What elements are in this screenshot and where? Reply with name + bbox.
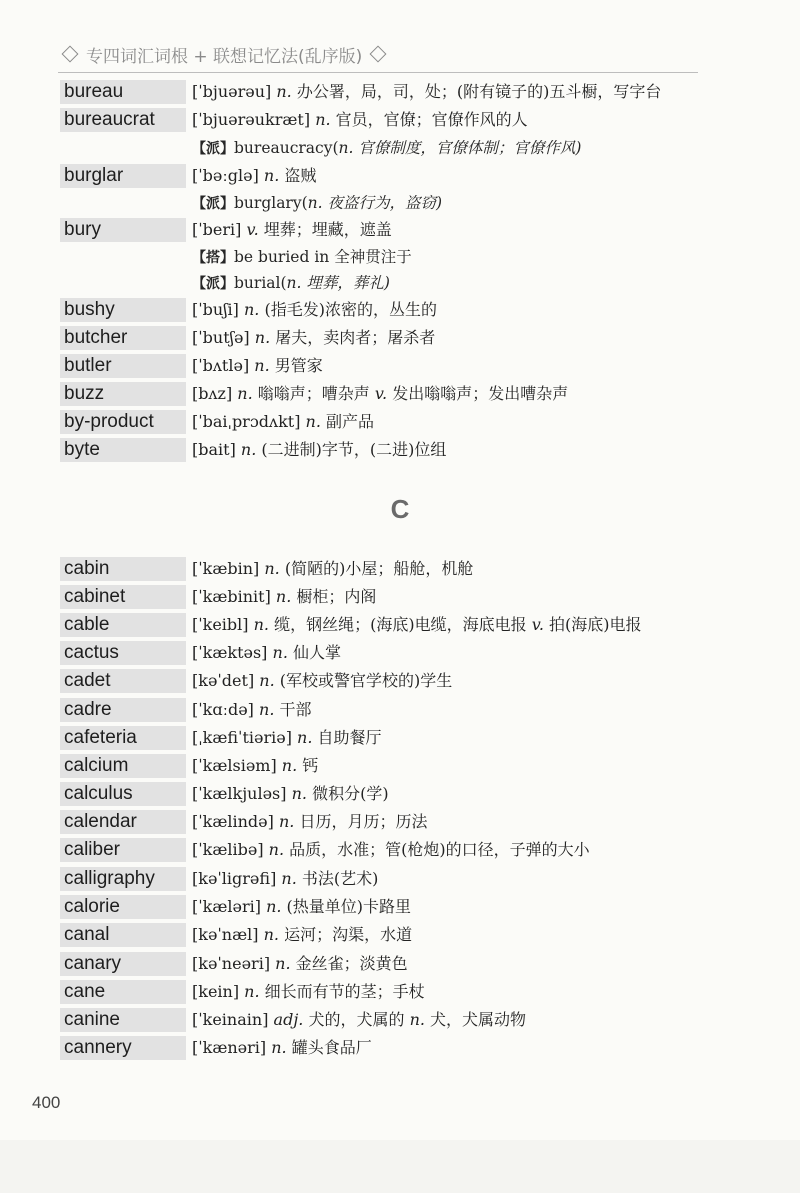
headword: cafeteria — [60, 726, 186, 750]
headword: cabin — [60, 557, 186, 581]
diamond-ornament-icon — [62, 46, 79, 63]
definition: [ˈkɑːdə] n. 干部 — [192, 700, 312, 719]
entry-row — [60, 410, 740, 437]
entry-row — [60, 585, 740, 612]
entry-row — [60, 1008, 740, 1035]
headword: bureaucrat — [60, 108, 186, 132]
entry-row — [60, 838, 740, 865]
entry-row — [60, 298, 740, 325]
entry-row — [60, 1036, 740, 1063]
definition: [ˈkæktəs] n. 仙人掌 — [192, 643, 342, 662]
entry-row — [60, 895, 740, 922]
entry-row — [60, 669, 740, 696]
headword: byte — [60, 438, 186, 462]
entry-row — [60, 218, 740, 245]
entry-row — [60, 557, 740, 584]
entry-row — [60, 164, 740, 191]
headword: cabinet — [60, 585, 186, 609]
headword: butcher — [60, 326, 186, 350]
derivative-note: 【派】bureaucracy(n. 官僚制度，官僚体制；官僚作风) — [192, 139, 582, 157]
definition: [ˈbaiˌprɔdʌkt] n. 副产品 — [192, 412, 375, 431]
header-divider — [58, 72, 698, 73]
headword: bushy — [60, 298, 186, 322]
entry-row — [60, 726, 740, 753]
headword: cable — [60, 613, 186, 637]
headword: calculus — [60, 782, 186, 806]
entry-row — [60, 754, 740, 781]
page-bottom-shading — [0, 1140, 800, 1193]
definition: [ˈbjuərəukræt] n. 官员，官僚；官僚作风的人 — [192, 110, 528, 129]
definition: [ˈkælsiəm] n. 钙 — [192, 756, 319, 775]
entry-row — [60, 382, 740, 409]
definition: [kəˈnæl] n. 运河；沟渠，水道 — [192, 925, 413, 944]
derivative-note: 【派】burial(n. 埋葬，葬礼) — [192, 274, 390, 292]
headword: cannery — [60, 1036, 186, 1060]
headword: calcium — [60, 754, 186, 778]
header-title: 专四词汇词根 + 联想记忆法(乱序版) — [86, 46, 363, 67]
entry-row — [60, 923, 740, 950]
entry-row — [60, 867, 740, 894]
entry-row — [60, 613, 740, 640]
headword: bury — [60, 218, 186, 242]
section-letter-heading: C — [390, 494, 410, 524]
definition: [ˈkælibə] n. 品质，水准；管(枪炮)的口径，子弹的大小 — [192, 840, 590, 859]
definition: [kəˈligrəfi] n. 书法(艺术) — [192, 869, 379, 888]
definition: [bait] n. (二进制)字节，(二进)位组 — [192, 440, 447, 459]
headword: bureau — [60, 80, 186, 104]
headword: butler — [60, 354, 186, 378]
definition: [ˈberi] v. 埋葬；埋藏，遮盖 — [192, 220, 392, 239]
definition: [ˈkælkjuləs] n. 微积分(学) — [192, 784, 389, 803]
headword: cadre — [60, 698, 186, 722]
derivative-note: 【派】burglary(n. 夜盗行为，盗窃) — [192, 194, 443, 212]
definition: [kein] n. 细长而有节的茎；手杖 — [192, 982, 425, 1001]
definition: [ˈkælində] n. 日历，月历；历法 — [192, 812, 428, 831]
entry-row — [60, 952, 740, 979]
page-number: 400 — [32, 1093, 61, 1112]
definition: [ˈbəːglə] n. 盗贼 — [192, 166, 317, 185]
headword: calorie — [60, 895, 186, 919]
headword: cane — [60, 980, 186, 1004]
definition: [ˈkeinain] adj. 犬的，犬属的 n. 犬，犬属动物 — [192, 1010, 527, 1029]
definition: [ˈkeibl] n. 缆，钢丝绳；(海底)电缆，海底电报 v. 拍(海底)电报 — [192, 615, 642, 634]
headword: buzz — [60, 382, 186, 406]
definition: [kəˈdet] n. (军校或警官学校的)学生 — [192, 671, 453, 690]
entry-row — [60, 980, 740, 1007]
entry-row — [60, 641, 740, 668]
page-header — [60, 40, 388, 68]
headword: caliber — [60, 838, 186, 862]
headword: calendar — [60, 810, 186, 834]
entry-row — [60, 80, 740, 107]
entry-row — [60, 354, 740, 381]
entry-row — [60, 438, 740, 465]
definition: [ˈkæləri] n. (热量单位)卡路里 — [192, 897, 412, 916]
definition: [ˈkæbin] n. (简陋的)小屋；船舱，机舱 — [192, 559, 474, 578]
headword: burglar — [60, 164, 186, 188]
definition: [ˈkænəri] n. 罐头食品厂 — [192, 1038, 372, 1057]
collocation-note: 【搭】be buried in 全神贯注于 — [192, 248, 412, 266]
definition: [bʌz] n. 嗡嗡声；嘈杂声 v. 发出嗡嗡声；发出嘈杂声 — [192, 384, 569, 403]
definition: [ˈkæbinit] n. 橱柜；内阁 — [192, 587, 377, 606]
headword: canal — [60, 923, 186, 947]
entry-row — [60, 108, 740, 135]
headword: by-product — [60, 410, 186, 434]
definition: [kəˈneəri] n. 金丝雀；淡黄色 — [192, 954, 408, 973]
headword: cactus — [60, 641, 186, 665]
definition: [ˈbjuərəu] n. 办公署，局，司，处；(附有镜子的)五斗橱，写字台 — [192, 82, 662, 101]
definition: [ˈbuʃi] n. (指毛发)浓密的，丛生的 — [192, 300, 437, 319]
definition: [ˈbutʃə] n. 屠夫，卖肉者；屠杀者 — [192, 328, 436, 347]
entry-row — [60, 326, 740, 353]
headword: calligraphy — [60, 867, 186, 891]
definition: [ˌkæfiˈtiəriə] n. 自助餐厅 — [192, 728, 382, 747]
entry-row — [60, 782, 740, 809]
entry-row — [60, 810, 740, 837]
definition: [ˈbʌtlə] n. 男管家 — [192, 356, 323, 375]
diamond-ornament-icon — [370, 46, 387, 63]
headword: cadet — [60, 669, 186, 693]
headword: canine — [60, 1008, 186, 1032]
entry-row — [60, 698, 740, 725]
headword: canary — [60, 952, 186, 976]
